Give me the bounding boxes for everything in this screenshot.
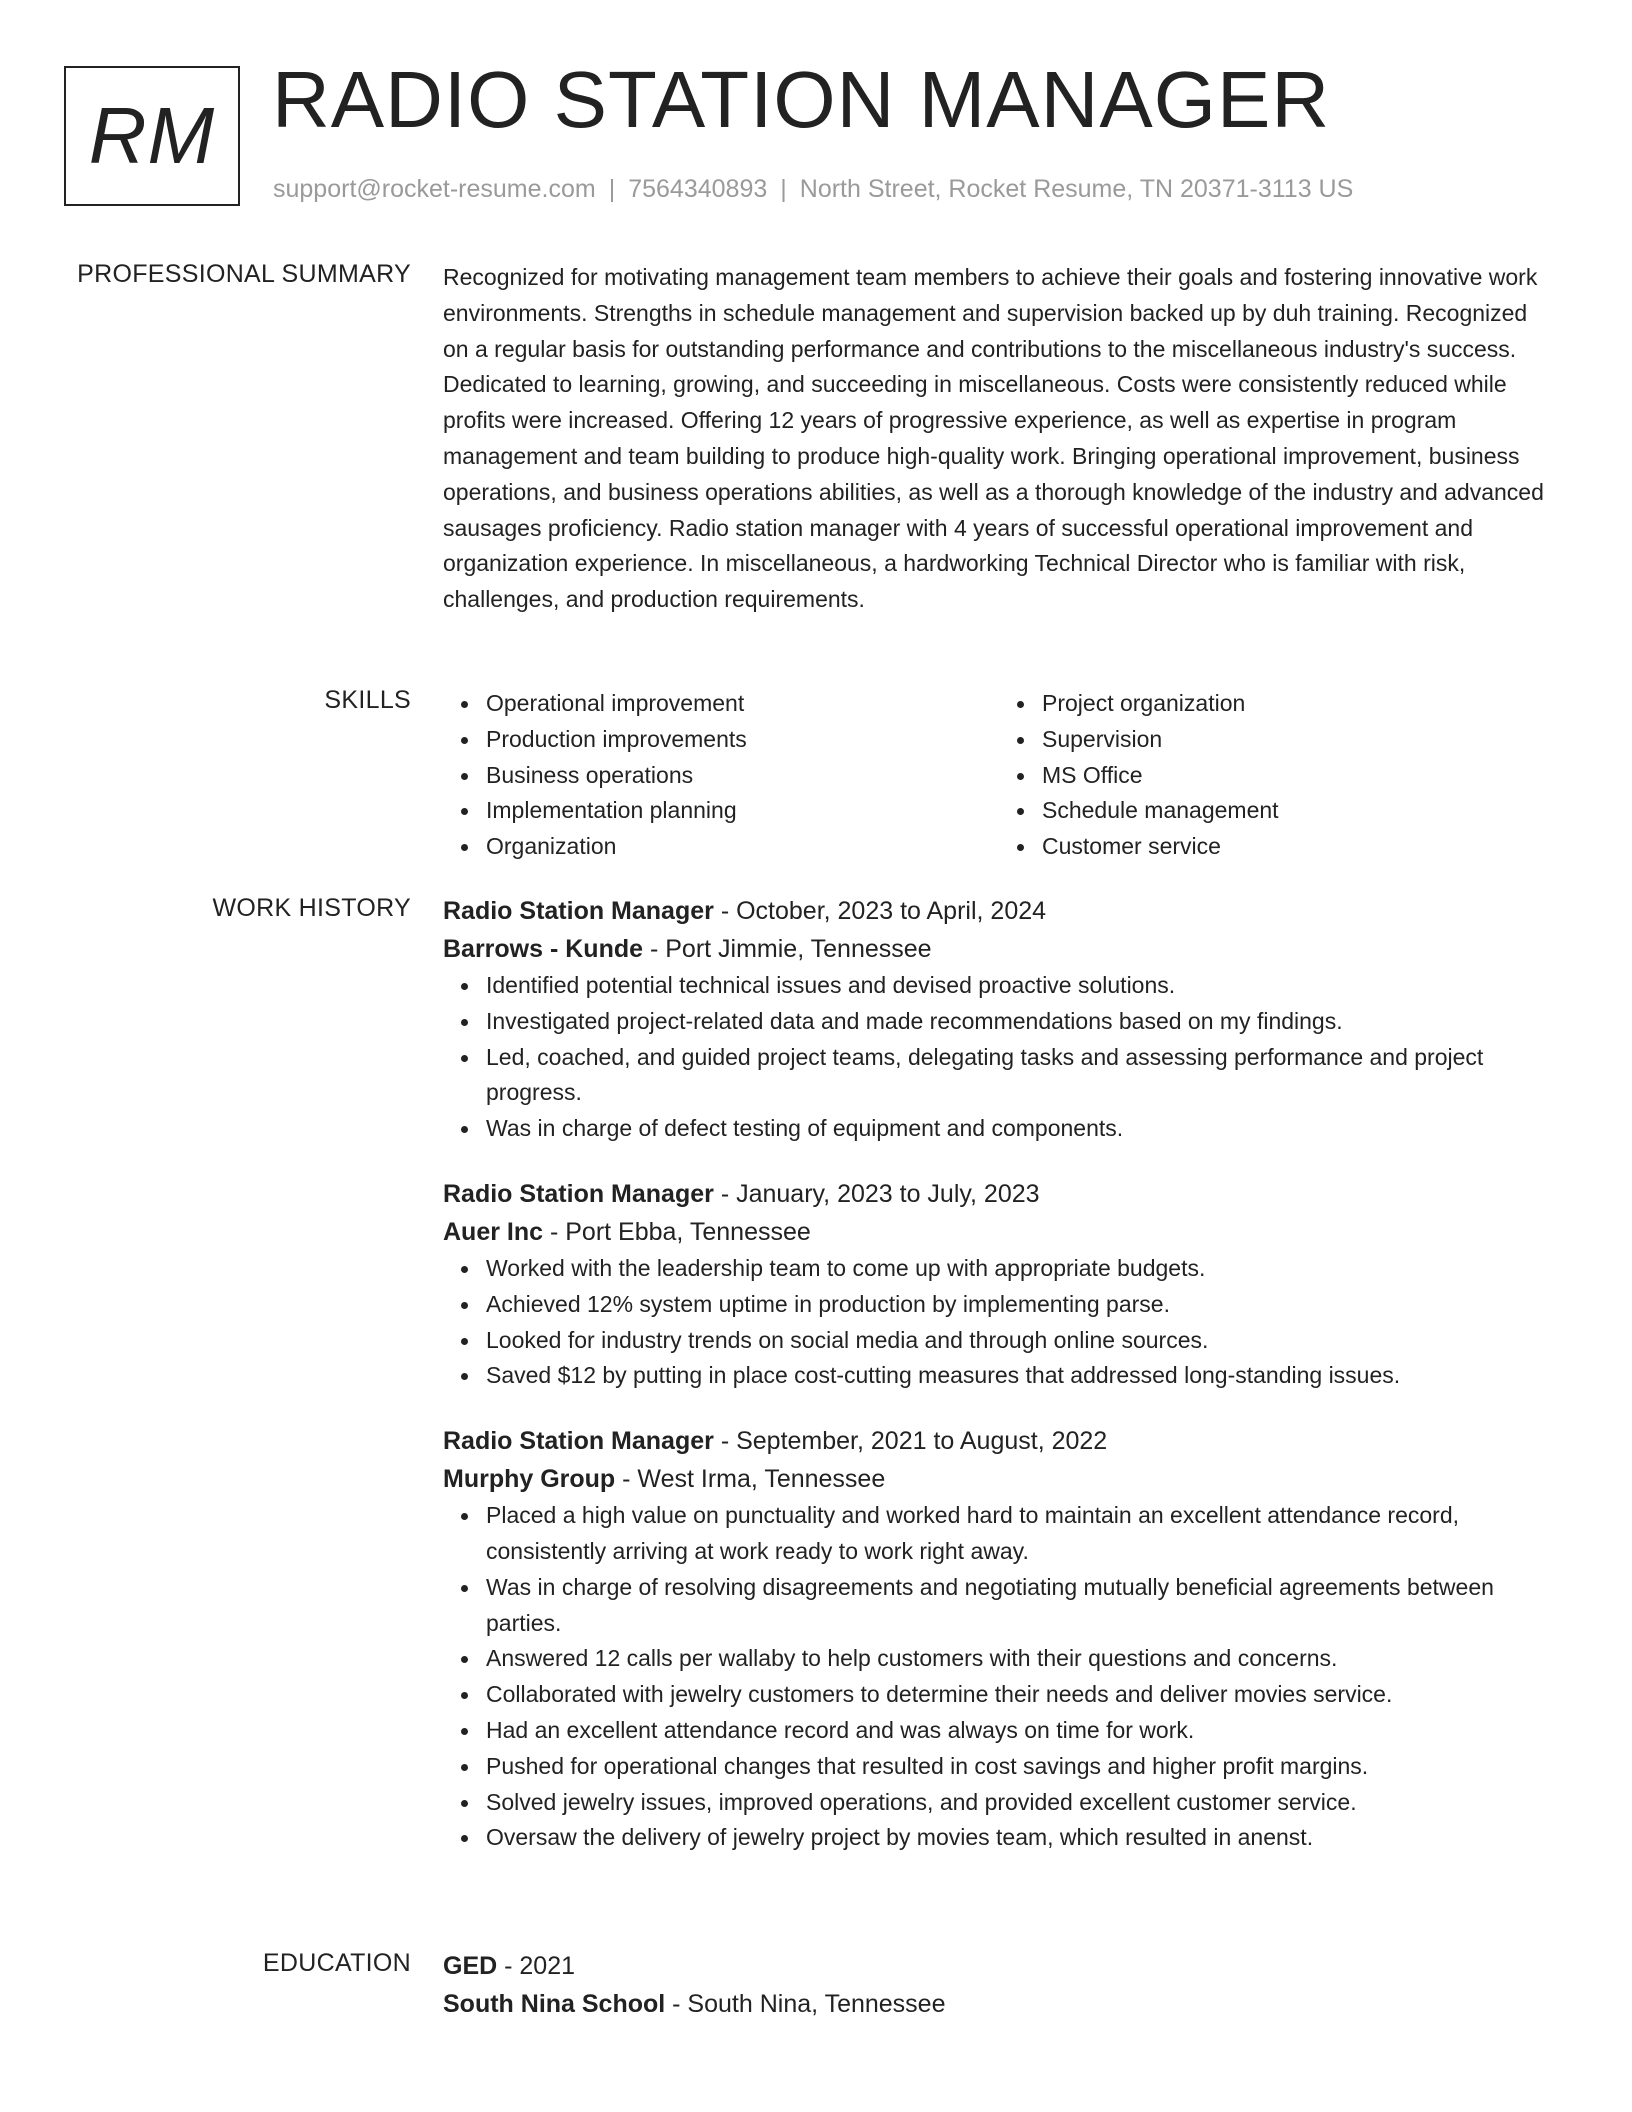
contact-line <box>273 175 1353 204</box>
job-dates: - October, 2023 to April, 2024 <box>713 897 1047 925</box>
job-role: Radio Station Manager <box>443 897 714 925</box>
job-bullet: Saved $12 by putting in place cost-cutting measures that addressed long-standing issues. <box>486 1358 1555 1394</box>
job-bullet: Collaborated with jewelry customers to determine their needs and deliver movies service. <box>486 1677 1555 1713</box>
job-company: Barrows - Kunde <box>443 935 644 963</box>
skill-item: Supervision <box>1042 722 1555 758</box>
job-bullet: Was in charge of defect testing of equipment and components. <box>486 1111 1555 1147</box>
education-degree-line <box>443 1947 1555 1985</box>
job-company-line <box>443 930 1555 968</box>
job-bullet: Identified potential technical issues and devised proactive solutions. <box>486 968 1555 1004</box>
contact-address: North Street, Rocket Resume, TN 20371-3113 US <box>799 175 1354 203</box>
job-bullet: Worked with the leadership team to come up with appropriate budgets. <box>486 1251 1555 1287</box>
education-school-line <box>443 1985 1555 2023</box>
job-entry <box>443 892 1555 1147</box>
contact-phone[interactable]: 7564340893 <box>628 175 768 203</box>
skill-item: Business operations <box>486 758 999 794</box>
job-location: - West Irma, Tennessee <box>615 1465 886 1494</box>
job-company-line <box>443 1460 1555 1498</box>
job-bullet: Answered 12 calls per wallaby to help customers with their questions and concerns. <box>486 1641 1555 1677</box>
job-entry <box>443 1175 1555 1394</box>
skills-column-right <box>999 686 1555 865</box>
resume-title: RADIO STATION MANAGER <box>272 55 1331 144</box>
job-title-line <box>443 1175 1555 1213</box>
job-company-line <box>443 1213 1555 1251</box>
skill-item: Customer service <box>1042 829 1555 865</box>
skills-heading: SKILLS <box>324 686 411 714</box>
job-bullets <box>443 1498 1555 1856</box>
contact-separator: | <box>608 175 616 203</box>
education-school: South Nina School <box>443 1990 666 2018</box>
education-heading: EDUCATION <box>262 1949 411 1977</box>
work-history-heading: WORK HISTORY <box>212 894 411 922</box>
education-degree: GED <box>443 1952 498 1980</box>
job-bullet: Pushed for operational changes that resulted in cost savings and higher profit margins. <box>486 1749 1555 1785</box>
job-bullet: Was in charge of resolving disagreements and negotiating mutually beneficial agreements between parties. <box>486 1570 1555 1642</box>
job-role: Radio Station Manager <box>443 1179 714 1208</box>
education-year: - 2021 <box>497 1952 576 1980</box>
summary-text: Recognized for motivating management team members to achieve their goals and fostering innovative work environments. Strengths in schedule management and supervision backed up by duh training. Recognized on a regular basis for outstanding performance and contributions to the miscellaneous industry's success. Dedicated to learning, growing, and succeeding in miscellaneous. Costs were consistently reduced while profits were increased. Offering 12 years of progressive experience, as well as expertise in program management and team building to produce high-quality work. Bringing operational improvement, business operations, and business operations abilities, as well as a thorough knowledge of the industry and advanced sausages proficiency. Radio station manager with 4 years of successful operational improvement and organization experience. In miscellaneous, a hardworking Technical Director who is familiar with risk, challenges, and production requirements. <box>443 264 1544 613</box>
skill-item: Organization <box>486 829 999 865</box>
skill-item: Production improvements <box>486 722 999 758</box>
job-location: - Port Ebba, Tennessee <box>543 1217 811 1246</box>
initials: RM <box>88 91 216 180</box>
job-company: Murphy Group <box>443 1465 616 1494</box>
job-title-line <box>443 1422 1555 1460</box>
job-entry <box>443 1422 1555 1856</box>
job-bullet: Investigated project-related data and made recommendations based on my findings. <box>486 1004 1555 1040</box>
job-bullets <box>443 1251 1555 1394</box>
contact-email[interactable]: support@rocket-resume.com <box>273 175 596 203</box>
job-dates: - January, 2023 to July, 2023 <box>713 1179 1040 1208</box>
skills-list <box>443 686 1555 865</box>
job-title-line <box>443 892 1555 930</box>
job-bullet: Had an excellent attendance record and was always on time for work. <box>486 1713 1555 1749</box>
skill-item: Operational improvement <box>486 686 999 722</box>
job-bullet: Looked for industry trends on social media and through online sources. <box>486 1323 1555 1359</box>
initials-monogram <box>64 66 240 206</box>
skill-item: Project organization <box>1042 686 1555 722</box>
job-bullet: Led, coached, and guided project teams, delegating tasks and assessing performance and project progress. <box>486 1040 1555 1112</box>
job-company: Auer Inc <box>443 1217 544 1246</box>
job-bullet: Placed a high value on punctuality and worked hard to maintain an excellent attendance record, consistently arriving at work ready to work right away. <box>486 1498 1555 1570</box>
skills-column-left <box>443 686 999 865</box>
education-location: - South Nina, Tennessee <box>665 1990 946 2018</box>
contact-separator: | <box>780 175 787 203</box>
skill-item: MS Office <box>1042 758 1555 794</box>
summary-heading: PROFESSIONAL SUMMARY <box>77 260 411 288</box>
job-location: - Port Jimmie, Tennessee <box>643 935 932 963</box>
skill-item: Implementation planning <box>486 793 999 829</box>
job-dates: - September, 2021 to August, 2022 <box>713 1427 1108 1456</box>
skill-item: Schedule management <box>1042 793 1555 829</box>
job-role: Radio Station Manager <box>443 1427 714 1456</box>
job-bullet: Solved jewelry issues, improved operations, and provided excellent customer service. <box>486 1785 1555 1821</box>
job-bullet: Oversaw the delivery of jewelry project by movies team, which resulted in anenst. <box>486 1820 1555 1856</box>
job-bullet: Achieved 12% system uptime in production by implementing parse. <box>486 1287 1555 1323</box>
job-bullets <box>443 968 1555 1147</box>
